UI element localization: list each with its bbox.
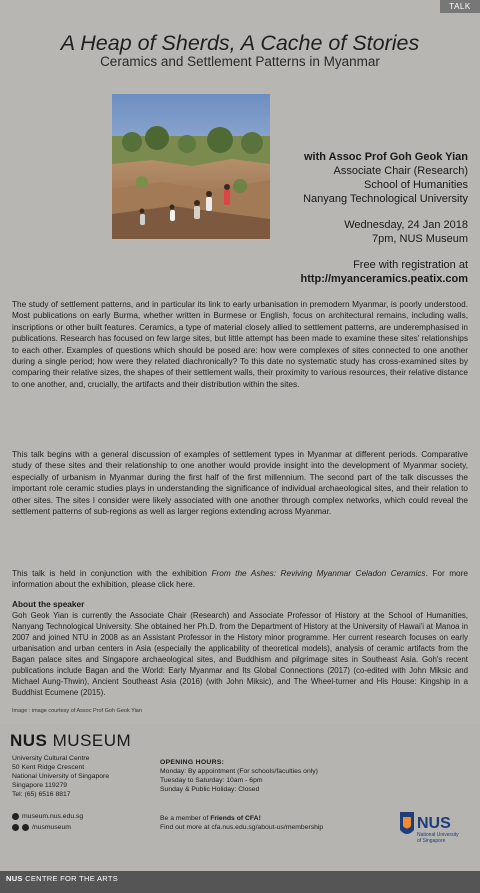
nus-university-logo: [398, 808, 470, 848]
address-line: National University of Singapore: [12, 773, 110, 781]
museum-logo-bold: NUS: [10, 731, 48, 750]
event-time: 7pm, NUS Museum: [372, 233, 468, 245]
website-text[interactable]: museum.nus.edu.sg: [22, 813, 84, 820]
registration-link[interactable]: http://myanceramics.peatix.com: [300, 273, 468, 285]
nus-logo-text: NUS: [417, 815, 451, 832]
website-link[interactable]: [12, 811, 83, 822]
exhibition-text-after[interactable]: . For more information about the exhibition, please click here.: [12, 569, 468, 590]
page-title: A Heap of Sherds, A Cache of Stories: [60, 31, 420, 55]
friends-promo: [160, 814, 323, 832]
about-heading: About the speaker: [12, 599, 85, 609]
hours-line: Monday: By appointment (For schools/faculties only): [160, 768, 318, 776]
address-line: 50 Kent Ridge Crescent: [12, 764, 85, 772]
registration-note: Free with registration at: [353, 259, 468, 271]
speaker-name: with Assoc Prof Goh Geok Yian: [303, 151, 468, 163]
hours-line: Sunday & Public Holiday: Closed: [160, 786, 260, 794]
centre-for-arts-logo: [6, 874, 118, 883]
nus-logo-sub2: of Singapore: [417, 838, 446, 844]
speaker-university: Nanyang Technological University: [303, 193, 468, 205]
opening-hours: [160, 758, 318, 794]
exhibition-text-before: This talk is held in conjunction with the exhibition: [12, 569, 212, 578]
about-paragraph: Goh Geok Yian is currently the Associate Chair (Research) and Associate Professor of History at the School of Humanities, Nanyang Technological University. She obtained her Ph.D. from the Department of History at the University of Hawai'i at Manoa in 2007 and joined NTU in 2008 as an Assistant Professor in the History minor programme. Her current research focuses on early urbanisation and urban centers in Asia (especially the applicability of theoretical models), analysis of ceramic artifacts from the Bagan palace sites and Singapore archaeological sites, and Buddhism and pilgrimage sites in Southeast Asia. Goh's recent publications include Bagan and the World: Early Myanmar and Its Global Connections (2017) (co-edited with John Miksic and Michael Aung-Thwin), Ancient Southeast Asia (2016) (with John Miksic), and The Wheel-turner and His House: Kingship in a Buddhist Ecumene (2015).: [12, 611, 468, 697]
hours-line: Tuesday to Saturday: 10am - 6pm: [160, 777, 263, 785]
speaker-block: [238, 150, 468, 286]
address-line: Singapore 119279: [12, 782, 68, 790]
event-date: Wednesday, 24 Jan 2018: [344, 219, 468, 231]
exhibition-paragraph: [12, 568, 468, 591]
facebook-icon: [12, 824, 19, 831]
instagram-icon: [22, 824, 29, 831]
social-link[interactable]: [12, 822, 83, 833]
page-subtitle: Ceramics and Settlement Patterns in Myanmar: [100, 54, 380, 69]
intro-paragraph: The study of settlement patterns, and in particular its link to early urbanisation in premodern Myanmar, is poorly understood. Most publications on early Burma, whether written in Burmese or English, focus on architectural remains, including walls, inscriptions or other built features. Ceramics, a type of material closely allied to settlement patterns, are underemphasised in publications. Research has focused on few large sites, but little attempt has been made to examine these sites' relationships to each other. Examples of questions which should be posed are: how were complexes of sites connected to one another during a single period; how were they related diachronically? To this date no systematic study has cross-examined sites by comparing their relative sizes, the shapes of their settlement walls, their proximity to various resources, their relative distance to one another, and, crucially, the artifacts and their distribution within the sites.: [12, 300, 468, 389]
centre-logo-bold: NUS: [6, 874, 23, 883]
image-credit: Image : image courtesy of Assoc Prof Goh Geok Yian: [12, 708, 142, 714]
social-links: [12, 811, 83, 833]
speaker-school: School of Humanities: [364, 179, 468, 191]
centre-logo-rest: CENTRE FOR THE ARTS: [25, 874, 119, 883]
speaker-role: Associate Chair (Research): [333, 165, 468, 177]
globe-icon: [12, 813, 19, 820]
hours-heading: OPENING HOURS:: [160, 759, 225, 766]
nus-museum-logo: [10, 731, 131, 751]
museum-logo-rest: MUSEUM: [47, 731, 132, 750]
talk-paragraph: This talk begins with a general discussion of examples of settlement types in Myanmar at different periods. Comparative study of these sites and their relationship to one another would provide insight into the development of Myanmar society, especially of urbanism in Myanmar during the first half of the first millennium. The second part of the talk discusses the important role ceramic studies plays in understanding the significance of individual archaeological sites, and their relation to other sites. The sites I consider were likely associated with one another through complex networks, which could reveal the settlement patterns of sub-regions as well as larger regions extending across Myanmar.: [12, 450, 468, 517]
social-handle[interactable]: /nusmuseum: [32, 824, 71, 831]
nus-logo-sub1: National University: [417, 832, 459, 838]
museum-address: [12, 754, 109, 799]
friends-text: Be a member of: [160, 815, 211, 822]
talk-tag: TALK: [440, 0, 480, 13]
friends-bold: Friends of CFA!: [210, 815, 261, 822]
friends-link[interactable]: Find out more at cfa.nus.edu.sg/about-us/membership: [160, 824, 324, 832]
exhibition-title: From the Ashes: Reviving Myanmar Celadon Ceramics: [211, 569, 426, 578]
address-phone: Tel: (65) 6516 8817: [12, 791, 71, 799]
address-line: University Cultural Centre: [12, 755, 90, 762]
